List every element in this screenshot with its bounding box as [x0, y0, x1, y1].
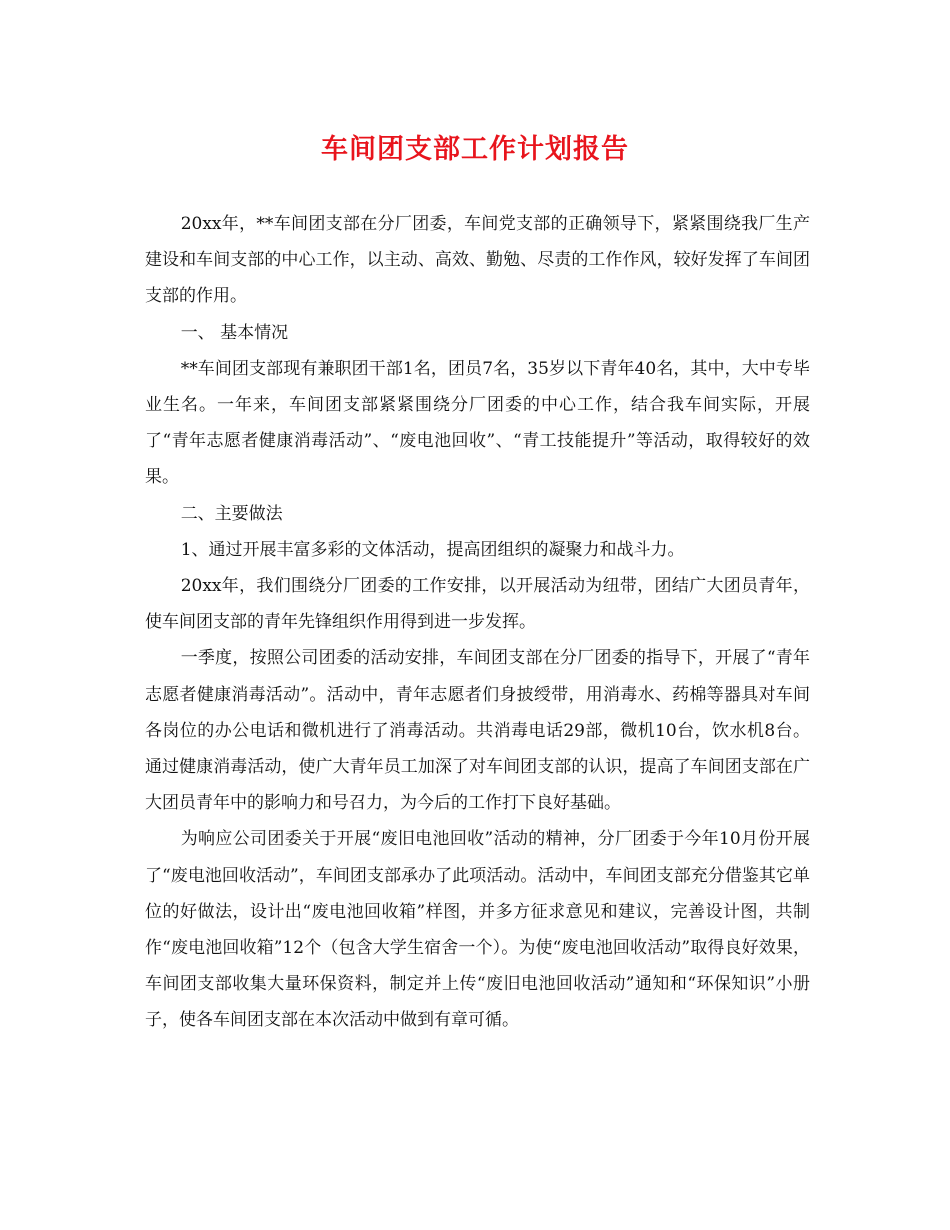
paragraph-battery-recycling: 为响应公司团委关于开展“废旧电池回收”活动的精神，分厂团委于今年10月份开展了“废电池回收活动”，车间团支部承办了此项活动。活动中，车间团支部充分借鉴其它单位的好做法，设计出“废电池回收箱”样图，并多方征求意见和建议，完善设计图，共制作“废电池回收箱”12个（包含大学生宿舍一个）。为使“废电池回收活动”取得良好效果，车间团支部收集大量环保资料，制定并上传“废旧电池回收活动”通知和“环保知识”小册子，使各车间团支部在本次活动中做到有章可循。: [145, 829, 810, 1031]
paragraph-disinfection-activity: 一季度，按照公司团委的活动安排，车间团支部在分厂团委的指导下，开展了“青年志愿者健康消毒活动”。活动中，青年志愿者们身披绶带，用消毒水、药棉等器具对车间各岗位的办公电话和微机进行了消毒活动。共消毒电话29部，微机10台，饮水机8台。通过健康消毒活动，使广大青年员工加深了对车间团支部的认识，提高了车间团支部在广大团员青年中的影响力和号召力，为今后的工作打下良好基础。: [145, 648, 810, 814]
document-title: 车间团支部工作计划报告: [321, 134, 629, 165]
section-heading-main-practices: 二、主要做法: [180, 503, 283, 524]
document-body: [145, 206, 810, 1039]
paragraph-activity-arrangement: 20xx年，我们围绕分厂团委的工作安排，以开展活动为纽带，团结广大团员青年，使车间团支部的青年先锋组织作用得到进一步发挥。: [145, 576, 810, 633]
paragraph-intro: 20xx年，**车间团支部在分厂团委，车间党支部的正确领导下，紧紧围绕我厂生产建设和车间支部的中心工作，以主动、高效、勤勉、尽责的工作作风，较好发挥了车间团支部的作用。: [145, 214, 810, 307]
subheading-cultural-activities: 1、通过开展丰富多彩的文体活动，提高团组织的凝聚力和战斗力。: [180, 539, 685, 560]
paragraph-basic-situation: **车间团支部现有兼职团干部1名，团员7名，35岁以下青年40名，其中，大中专毕业生名。一年来，车间团支部紧紧围绕分厂团委的中心工作，结合我车间实际，开展了“青年志愿者健康消毒活动”、“废电池回收”、“青工技能提升”等活动，取得较好的效果。: [145, 358, 810, 488]
section-heading-basic-situation: 一、 基本情况: [180, 322, 289, 343]
